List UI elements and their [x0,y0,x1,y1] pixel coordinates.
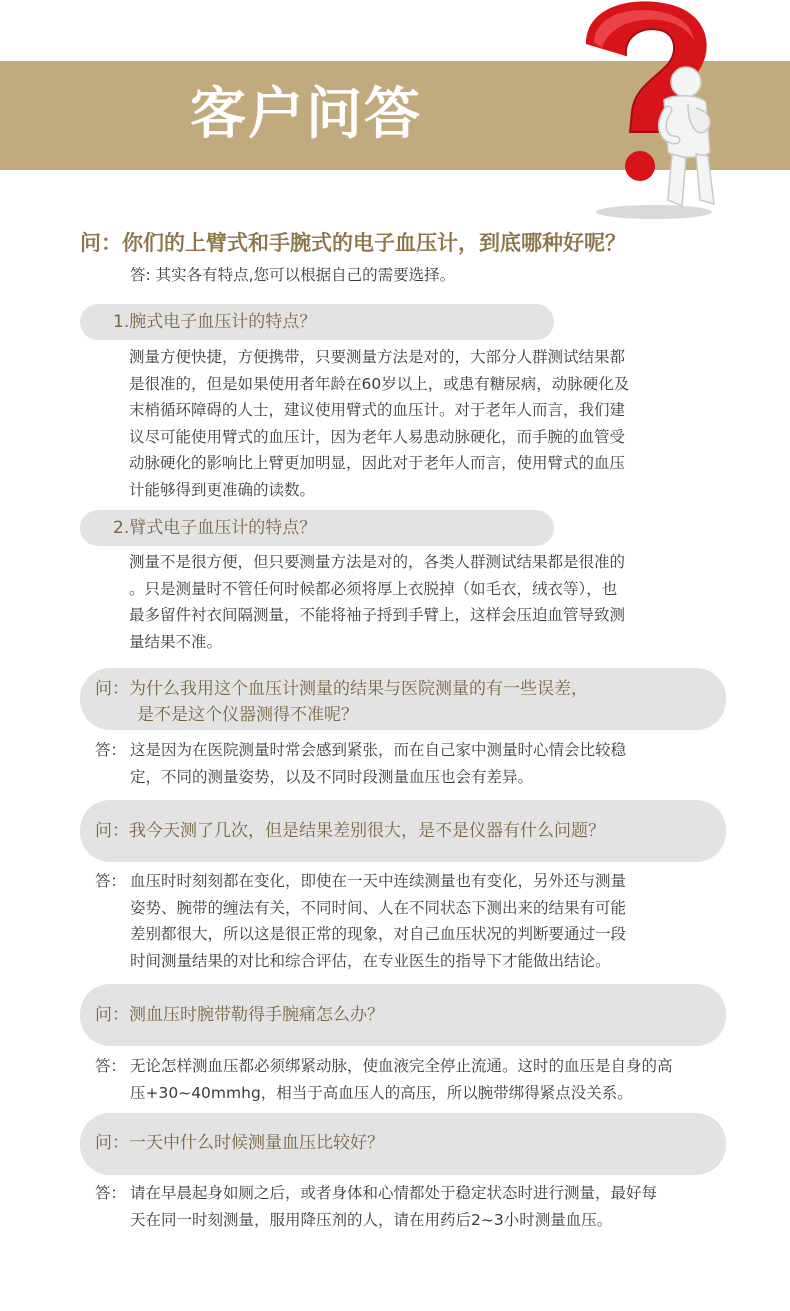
answer-label: 答： [95,1057,127,1075]
text-line: 压+30~40mmhg，相当于高血压人的高压，所以腕带绑得紧点没关系。 [130,1083,633,1102]
faq-answer [95,1053,673,1106]
section-body-arm [129,549,719,655]
main-answer: 答: 其实各有特点,您可以根据自己的需要选择。 [130,266,456,284]
faq-question-line: 是不是这个仪器测得不准呢？ [137,705,358,725]
faq-question-line: 问：一天中什么时候测量血压比较好？ [95,1133,384,1153]
text-line: 定，不同的测量姿势，以及不同时段测量血压也会有差异。 [130,767,534,786]
answer-label: 答： [95,741,127,759]
faq-question-line: 问：我今天测了几次，但是结果差别很大，是不是仪器有什么问题？ [95,821,605,841]
text-line: 是很准的，但是如果使用者年龄在60岁以上，或患有糖尿病，动脉硬化及 [129,374,630,393]
text-line: 血压时时刻刻都在变化，即使在一天中连续测量也有变化，另外还与测量 [130,872,627,890]
faq-question-line: 问：测血压时腕带勒得手腕痛怎么办？ [95,1005,384,1025]
faq-answer [95,1180,657,1233]
text-line: 议尽可能使用臂式的血压计，因为老年人易患动脉硬化，而手腕的血管受 [129,427,626,446]
text-line: 无论怎样测血压都必须绑紧动脉，使血液完全停止流通。这时的血压是自身的高 [130,1057,673,1075]
text-line: 动脉硬化的影响比上臂更加明显，因此对于老年人而言，使用臂式的血压 [129,454,626,472]
faq-answer [95,737,626,790]
text-line: 末梢循环障碍的人士，建议使用臂式的血压计。对于老年人而言，我们建 [129,401,626,419]
text-line: 这是因为在医院测量时常会感到紧张，而在自己家中测量时心情会比较稳 [130,741,627,759]
text-line: 量结果不准。 [129,632,223,651]
text-line: 。只是测量时不管任何时候都必须将厚上衣脱掉（如毛衣，绒衣等），也 [129,579,618,598]
text-line: 最多留件衬衣间隔测量，不能将袖子捋到手臂上，这样会压迫血管导致测 [129,606,626,624]
main-question: 问：你们的上臂式和手腕式的电子血压计，到底哪种好呢？ [80,231,626,255]
section-body-wrist [129,344,719,503]
section-title-wrist: 1.腕式电子血压计的特点？ [113,312,317,332]
text-line: 测量方便快捷，方便携带，只要测量方法是对的，大部分人群测试结果都 [129,348,626,366]
text-line: 测量不是很方便，但只要测量方法是对的，各类人群测试结果都是很准的 [129,553,626,571]
text-line: 差别都很大，所以这是很正常的现象，对自己血压状况的判断要通过一段 [130,925,627,943]
page-title: 客户问答 [190,82,422,147]
faq-question-line: 问：为什么我用这个血压计测量的结果与医院测量的有一些误差， [95,679,588,699]
question-mark-thinker-icon [572,0,732,222]
section-title-arm: 2.臂式电子血压计的特点？ [113,518,317,538]
faq-answer [95,868,626,974]
text-line: 请在早晨起身如厕之后，或者身体和心情都处于稳定状态时进行测量，最好每 [130,1184,658,1202]
text-line: 天在同一时刻测量，服用降压剂的人，请在用药后2~3小时测量血压。 [130,1210,613,1229]
answer-label: 答： [95,872,127,890]
text-line: 计能够得到更准确的读数。 [129,480,316,499]
answer-label: 答： [95,1184,127,1202]
text-line: 姿势、腕带的缠法有关，不同时间、人在不同状态下测出来的结果有可能 [130,898,627,917]
text-line: 时间测量结果的对比和综合评估，在专业医生的指导下才能做出结论。 [130,951,611,970]
